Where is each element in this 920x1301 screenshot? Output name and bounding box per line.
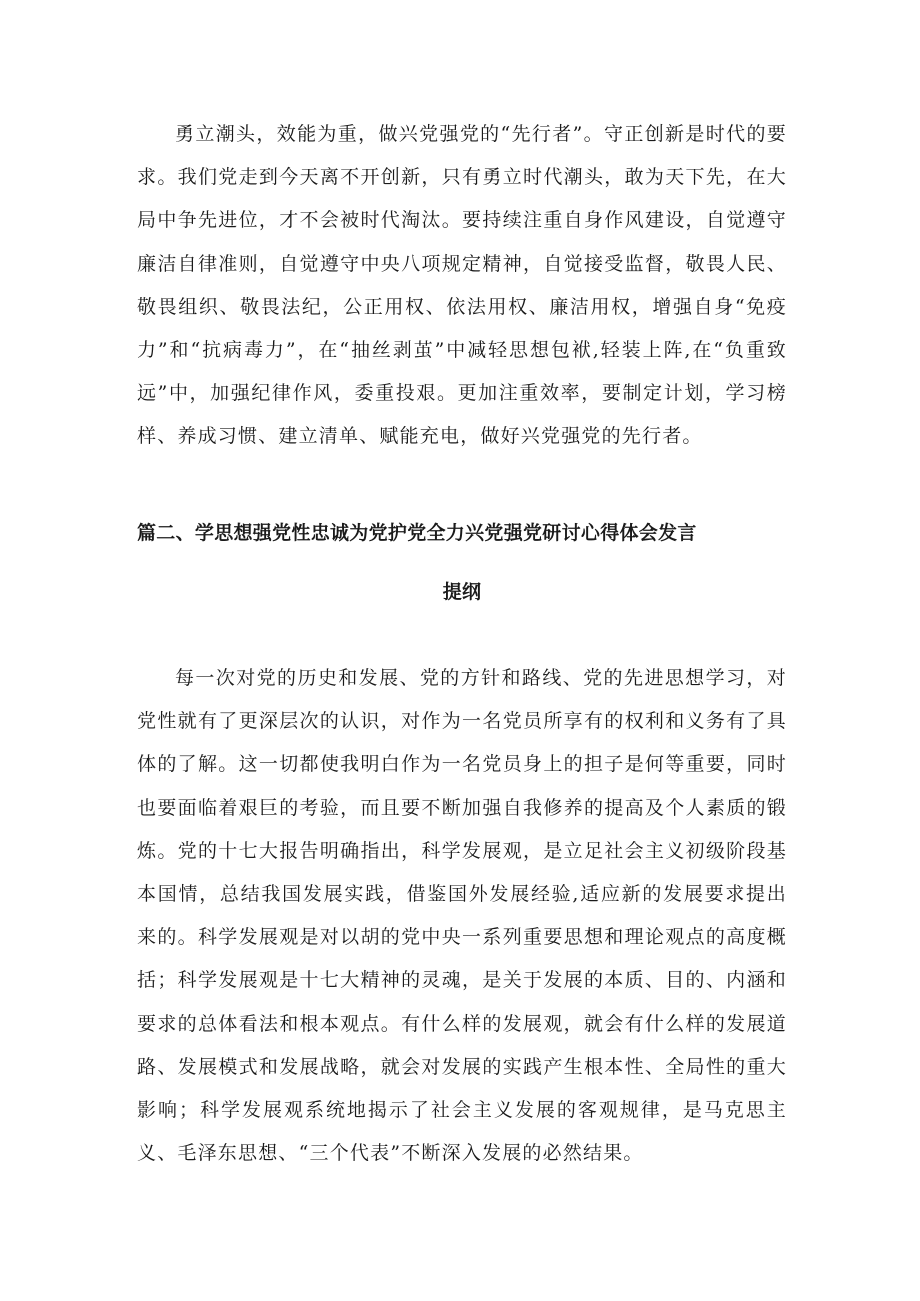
body-paragraph-2: 每一次对党的历史和发展、党的方针和路线、党的先进思想学习，对党性就有了更深层次的认识，对作为一名党员所享有的权利和义务有了具体的了解。这一切都使我明白作为一名党员身上的担子是何等重要，同时也要面临着艰巨的考验，而且要不断加强自我修养的提高及个人素质的锻炼。党的十七大报告明确指出，科学发展观，是立足社会主义初级阶段基本国情，总结我国发展实践，借鉴国外发展经验,适应新的发展要求提出来的。科学发展观是对以胡的党中央一系列重要思想和理论观点的高度概括；科学发展观是十七大精神的灵魂，是关于发展的本质、目的、内涵和要求的总体看法和根本观点。有什么样的发展观，就会有什么样的发展道路、发展模式和发展战略，就会对发展的实践产生根本性、全局性的重大影响；科学发展观系统地揭示了社会主义发展的客观规律，是马克思主义、毛泽东思想、“三个代表”不断深入发展的必然结果。 bbox=[137, 667, 787, 1165]
body-paragraph-1: 勇立潮头，效能为重，做兴党强党的“先行者”。守正创新是时代的要求。我们党走到今天离不开创新，只有勇立时代潮头，敢为天下先，在大局中争先进位，才不会被时代淘汰。要持续注重自身作风建设，自觉遵守廉洁自律准则，自觉遵守中央八项规定精神，自觉接受监督，敬畏人民、敬畏组织、敬畏法纪，公正用权、依法用权、廉洁用权，增强自身“免疫力”和“抗病毒力”，在“抽丝剥茧”中减轻思想包袱,轻装上阵,在“负重致远”中，加强纪律作风，委重投艰。更加注重效率，要制定计划，学习榜样、养成习惯、建立清单、赋能充电，做好兴党强党的先行者。 bbox=[137, 123, 787, 448]
section-heading-line-1: 篇二、学思想强党性忠诚为党护党全力兴党强党研讨心得体会发言 bbox=[137, 522, 697, 544]
section-heading-line-2: 提纲 bbox=[442, 581, 482, 603]
